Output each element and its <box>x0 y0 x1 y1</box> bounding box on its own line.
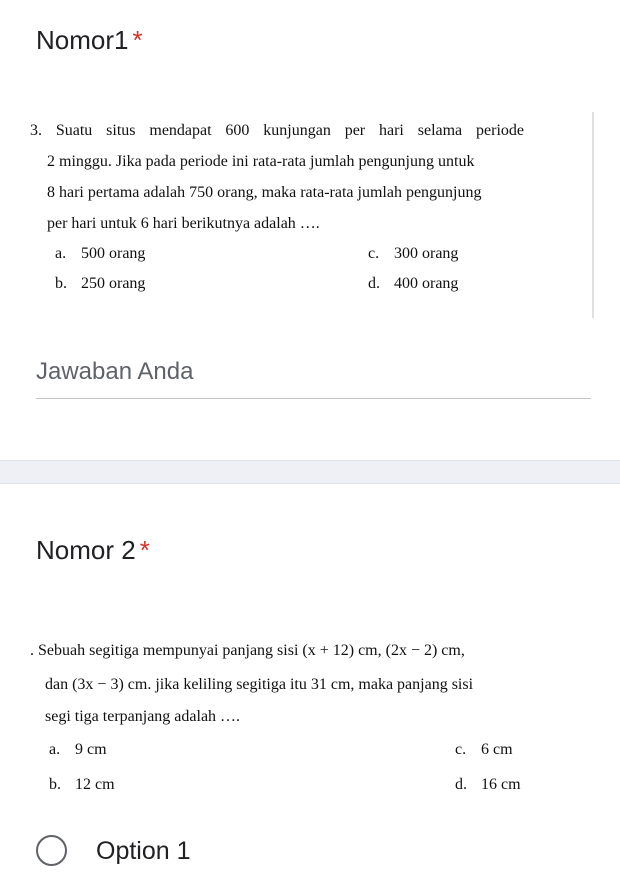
choice-option-1[interactable] <box>36 833 336 873</box>
question-1-line-1: 3. Suatu situs mendapat 600 kunjungan per hari selama periode <box>30 122 524 139</box>
required-asterisk: * <box>132 25 143 55</box>
required-asterisk: * <box>139 535 150 565</box>
answer-input-underline[interactable] <box>36 398 591 399</box>
radio-button[interactable] <box>36 835 67 866</box>
question-1-line-4: per hari untuk 6 hari berikutnya adalah …. <box>47 215 320 232</box>
question-1-option-b: b. 250 orang <box>55 275 146 292</box>
question-2-line-3: segi tiga terpanjang adalah …. <box>45 708 241 725</box>
question-2-title <box>36 535 150 566</box>
question-1-title <box>36 25 143 56</box>
question-2-line-1: . Sebuah segitiga mempunyai panjang sisi (x + 12) cm, (2x − 2) cm, <box>30 642 465 659</box>
question-2-option-a: a. 9 cm <box>49 741 107 758</box>
question-1-line-2: 2 minggu. Jika pada periode ini rata-rata jumlah pengunjung untuk <box>47 153 475 170</box>
question-2-line-2: dan (3x − 3) cm. jika keliling segitiga itu 31 cm, maka panjang sisi <box>45 676 474 693</box>
question-1-option-a: a. 500 orang <box>55 245 146 262</box>
question-1-option-d: d. 400 orang <box>368 275 459 292</box>
question-1-title-text: Nomor1 <box>36 25 129 55</box>
section-divider <box>0 460 620 484</box>
question-2-option-b: b. 12 cm <box>49 776 115 793</box>
question-2-title-text: Nomor 2 <box>36 535 136 565</box>
choice-option-1-label[interactable]: Option 1 <box>96 837 191 865</box>
question-1-option-c: c. 300 orang <box>368 245 459 262</box>
question-1-line-3: 8 hari pertama adalah 750 orang, maka rata-rata jumlah pengunjung <box>47 184 482 201</box>
question-2-option-c: c. 6 cm <box>455 741 513 758</box>
question-2-image <box>30 628 610 818</box>
question-1-image <box>30 112 594 318</box>
answer-input[interactable]: Jawaban Anda <box>36 358 194 385</box>
question-2-option-d: d. 16 cm <box>455 776 521 793</box>
